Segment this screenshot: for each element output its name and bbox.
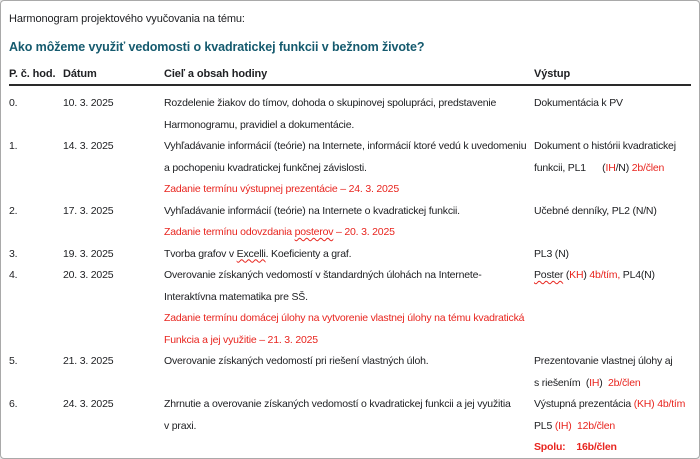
text-segment: 20. 3. 2025 xyxy=(63,269,114,281)
schedule-table xyxy=(9,68,691,459)
text-line xyxy=(164,136,534,158)
text-segment: v praxi. xyxy=(164,419,197,432)
text-line xyxy=(63,394,164,416)
text-line xyxy=(164,244,534,266)
cell-goal xyxy=(164,351,534,373)
text-segment: 2b/člen xyxy=(608,376,641,389)
text-segment: /N) xyxy=(615,161,632,174)
text-line xyxy=(164,115,534,137)
cell-goal xyxy=(164,136,534,201)
text-line xyxy=(164,201,534,223)
cell-lesson-number xyxy=(9,351,63,373)
cell-date xyxy=(63,394,164,416)
text-segment: IH xyxy=(605,161,616,174)
cell-date xyxy=(63,244,164,266)
text-segment: Vyhľadávanie informácií (teórie) na Internete o kvadratickej funkcii. xyxy=(164,204,460,217)
project-question-title: Ako môžeme využiť vedomosti o kvadratickej funkcii v bežnom živote? xyxy=(9,40,425,54)
text-line xyxy=(9,93,63,115)
text-segment: PL5 xyxy=(534,419,555,432)
table-body xyxy=(9,86,691,459)
text-segment: 4. xyxy=(9,269,18,281)
text-segment: Rozdelenie žiakov do tímov, dohoda o skupinovej spolupráci, predstavenie xyxy=(164,97,497,109)
table-row xyxy=(9,244,691,266)
text-line xyxy=(164,265,534,287)
text-segment: 0. xyxy=(9,97,18,109)
column-header-lesson-number: P. č. hod. xyxy=(9,68,56,80)
text-segment: Zadanie termínu odovzdania xyxy=(164,226,295,238)
text-line xyxy=(9,244,63,266)
cell-output xyxy=(534,351,692,394)
text-segment: 3. xyxy=(9,247,18,260)
text-segment: Dokumentácia k PV xyxy=(534,97,623,109)
text-segment: Prezentovanie vlastnej úlohy aj xyxy=(534,355,673,367)
text-segment: PL4(N) xyxy=(620,269,655,281)
text-segment: Zadanie termínu domácej úlohy na vytvorenie vlastnej úlohy na tému kvadratická xyxy=(164,312,525,324)
text-segment: – 20. 3. 2025 xyxy=(333,226,395,238)
text-segment: Výstupná prezentácia xyxy=(534,398,634,410)
text-segment: IH xyxy=(589,376,600,389)
text-line xyxy=(63,201,164,223)
table-row xyxy=(9,394,691,459)
text-segment: 19. 3. 2025 xyxy=(63,247,114,260)
text-line xyxy=(164,93,534,115)
text-segment: Vyhľadávanie informácií (teórie) na Internete, informácií ktoré vedú k uvedomeniu xyxy=(164,140,527,152)
text-segment: Overovanie získaných vedomostí v štandardných úlohách na Internete- xyxy=(164,269,482,281)
text-line xyxy=(9,394,63,416)
text-line xyxy=(164,308,534,330)
text-segment: 5. xyxy=(9,355,18,367)
text-line xyxy=(534,394,692,416)
cell-date xyxy=(63,201,164,223)
text-segment: KH xyxy=(569,269,584,281)
text-line xyxy=(9,351,63,373)
text-line xyxy=(164,351,534,373)
cell-date xyxy=(63,265,164,287)
text-segment: Zadanie termínu výstupnej prezentácie – 24. 3. 2025 xyxy=(164,183,399,195)
cell-output xyxy=(534,244,692,266)
text-segment: Zhrnutie a overovanie získaných vedomostí o kvadratickej funkcii a jej využitia xyxy=(164,398,511,410)
text-segment: s riešením ( xyxy=(534,376,590,389)
text-segment: Učebné denníky, PL2 (N/N) xyxy=(534,204,657,217)
cell-goal xyxy=(164,201,534,244)
cell-date xyxy=(63,93,164,115)
text-segment: . Koeficienty a graf. xyxy=(265,247,352,260)
cell-output xyxy=(534,93,692,115)
column-header-goal: Cieľ a obsah hodiny xyxy=(164,68,268,80)
text-segment: (KH) 4b/tím xyxy=(633,398,686,410)
text-line xyxy=(9,201,63,223)
text-segment: 17. 3. 2025 xyxy=(63,204,114,217)
text-segment: PL3 (N) xyxy=(534,247,569,260)
text-line xyxy=(164,158,534,180)
cell-output xyxy=(534,201,692,223)
text-line xyxy=(534,244,692,266)
text-line xyxy=(164,416,534,438)
text-line xyxy=(164,179,534,201)
table-row xyxy=(9,201,691,244)
text-line xyxy=(534,93,692,115)
cell-goal xyxy=(164,394,534,437)
text-segment: 4b/tím, xyxy=(589,269,621,281)
text-line xyxy=(164,222,534,244)
text-line xyxy=(9,265,63,287)
text-line xyxy=(534,136,692,158)
text-line xyxy=(164,394,534,416)
text-segment: ( xyxy=(563,269,570,281)
text-line xyxy=(534,416,692,438)
text-segment: Tvorba grafov v xyxy=(164,247,237,260)
cell-lesson-number xyxy=(9,265,63,287)
cell-date xyxy=(63,351,164,373)
cell-output xyxy=(534,136,692,179)
text-segment: a pochopeniu kvadratickej funkčnej závislosti. xyxy=(164,161,367,174)
table-row xyxy=(9,93,691,136)
table-row xyxy=(9,351,691,394)
cell-goal xyxy=(164,244,534,266)
text-line xyxy=(9,136,63,158)
text-segment: 1. xyxy=(9,140,18,152)
text-segment: ) xyxy=(599,376,609,389)
text-segment: ) xyxy=(583,269,590,281)
document-heading: Harmonogram projektového vyučovania na tému: xyxy=(9,13,245,25)
text-segment: Excelli xyxy=(236,247,266,260)
text-segment: 24. 3. 2025 xyxy=(63,398,114,410)
text-segment: 2b/člen xyxy=(631,161,665,174)
cell-output xyxy=(534,394,692,459)
text-segment: (IH) 12b/člen xyxy=(554,419,616,432)
cell-lesson-number xyxy=(9,136,63,158)
table-header-row xyxy=(9,68,691,86)
text-line xyxy=(63,265,164,287)
column-header-date: Dátum xyxy=(63,68,97,80)
column-header-output: Výstup xyxy=(534,68,571,80)
text-segment: Interaktívna matematika pre SŠ. xyxy=(164,290,308,303)
text-line xyxy=(534,351,692,373)
text-line xyxy=(164,330,534,352)
text-segment: 21. 3. 2025 xyxy=(63,355,114,367)
text-segment: Funkcia a jej využitie – 21. 3. 2025 xyxy=(164,333,318,346)
table-row xyxy=(9,265,691,351)
cell-goal xyxy=(164,265,534,351)
text-segment: Poster xyxy=(534,269,564,281)
cell-date xyxy=(63,136,164,158)
text-line xyxy=(534,373,692,395)
text-segment: 2. xyxy=(9,204,18,217)
text-line xyxy=(63,244,164,266)
text-segment: 10. 3. 2025 xyxy=(63,97,114,109)
text-line xyxy=(534,265,692,287)
cell-lesson-number xyxy=(9,244,63,266)
text-line xyxy=(534,201,692,223)
text-segment: Harmonogramu, pravidiel a dokumentácie. xyxy=(164,118,355,131)
text-segment: Dokument o histórii kvadratickej xyxy=(534,140,676,152)
text-segment: posterov xyxy=(294,226,334,238)
text-line xyxy=(164,287,534,309)
text-segment: Overovanie získaných vedomostí pri riešení vlastných úloh. xyxy=(164,355,429,367)
text-segment: funkcii, PL1 ( xyxy=(534,161,606,174)
cell-lesson-number xyxy=(9,93,63,115)
text-line xyxy=(63,351,164,373)
cell-lesson-number xyxy=(9,394,63,416)
table-row xyxy=(9,136,691,201)
text-line xyxy=(534,158,692,180)
text-segment: 6. xyxy=(9,398,18,410)
text-segment: 14. 3. 2025 xyxy=(63,140,114,152)
cell-lesson-number xyxy=(9,201,63,223)
cell-goal xyxy=(164,93,534,136)
text-line xyxy=(63,93,164,115)
text-segment: Spolu: 16b/člen xyxy=(534,441,617,453)
cell-output xyxy=(534,265,692,287)
text-line xyxy=(63,136,164,158)
text-line xyxy=(534,437,692,459)
